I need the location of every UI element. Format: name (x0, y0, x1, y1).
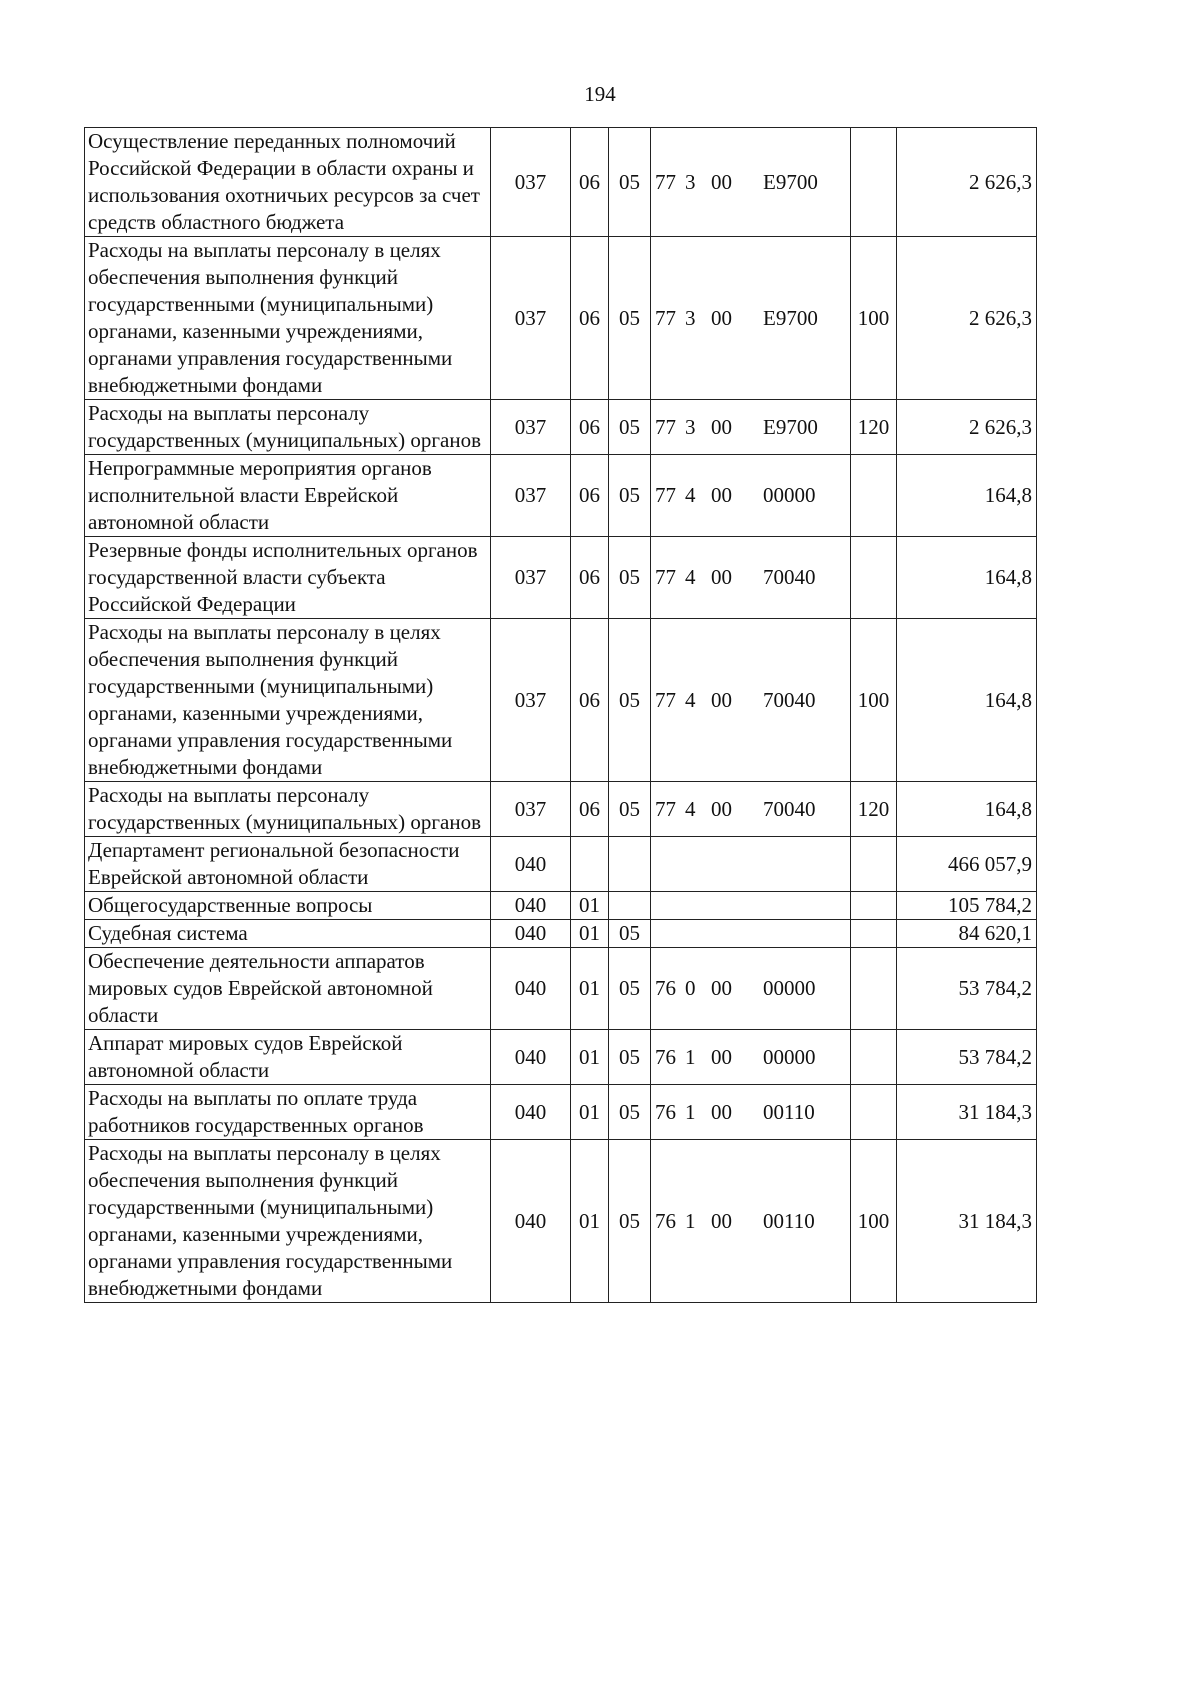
csr-part: 00 (711, 305, 732, 330)
row-sum: 31 184,3 (897, 1085, 1037, 1140)
row-pr-code: 05 (609, 455, 651, 537)
csr-part: 4 (685, 796, 696, 821)
row-name: Резервные фонды исполнительных органов государственной власти субъекта Российской Федерации (85, 537, 491, 619)
csr-part: Е9700 (763, 169, 818, 194)
row-vr-code: 120 (851, 400, 897, 455)
table-row (85, 455, 1037, 537)
row-vr-code (851, 920, 897, 948)
csr-part: 00110 (763, 1099, 815, 1124)
row-sum: 105 784,2 (897, 892, 1037, 920)
row-csr-code (651, 537, 851, 619)
row-vr-code: 120 (851, 782, 897, 837)
row-csr-code (651, 837, 851, 892)
row-gr-code: 040 (491, 920, 571, 948)
table-row (85, 128, 1037, 237)
csr-part: 77 (655, 169, 676, 194)
row-pr-code: 05 (609, 948, 651, 1030)
table-row (85, 782, 1037, 837)
row-csr-code (651, 782, 851, 837)
row-sum: 164,8 (897, 782, 1037, 837)
csr-part: 00000 (763, 483, 816, 507)
csr-part: 3 (685, 169, 696, 194)
row-rz-code: 06 (571, 619, 609, 782)
csr-part: 00 (711, 169, 732, 194)
row-vr-code (851, 1030, 897, 1085)
row-vr-code (851, 455, 897, 537)
row-gr-code: 040 (491, 837, 571, 892)
row-rz-code: 01 (571, 920, 609, 948)
csr-part: 4 (685, 687, 696, 712)
csr-part: 76 (655, 1044, 676, 1069)
csr-part: Е9700 (763, 414, 818, 439)
table-row (85, 619, 1037, 782)
row-csr-code (651, 892, 851, 920)
csr-part: 00000 (763, 976, 816, 1000)
row-name: Осуществление переданных полномочий Российской Федерации в области охраны и использования охотничьих ресурсов за счет средств областного бюджета (85, 128, 491, 237)
row-rz-code: 01 (571, 892, 609, 920)
row-gr-code: 037 (491, 237, 571, 400)
row-pr-code: 05 (609, 128, 651, 237)
table-row (85, 400, 1037, 455)
csr-part: 00 (711, 796, 732, 821)
csr-part: 00 (711, 483, 732, 507)
csr-part: 0 (685, 976, 696, 1000)
row-gr-code: 040 (491, 1140, 571, 1303)
row-gr-code: 040 (491, 948, 571, 1030)
row-name: Расходы на выплаты по оплате труда работников государственных органов (85, 1085, 491, 1140)
budget-table (84, 127, 1037, 1303)
row-gr-code: 040 (491, 1030, 571, 1085)
row-gr-code: 037 (491, 537, 571, 619)
row-csr-code (651, 1140, 851, 1303)
row-pr-code: 05 (609, 1140, 651, 1303)
row-csr-code (651, 1085, 851, 1140)
table-row (85, 537, 1037, 619)
row-name: Общегосударственные вопросы (85, 892, 491, 920)
row-name: Расходы на выплаты персоналу в целях обеспечения выполнения функций государственными (муниципальными) органами, казенными учреждениями, органами управления государственными внебюджетными фондами (85, 237, 491, 400)
csr-part: 70040 (763, 565, 816, 589)
row-rz-code: 01 (571, 1030, 609, 1085)
csr-part: 1 (685, 1099, 696, 1124)
row-rz-code: 06 (571, 237, 609, 400)
row-gr-code: 037 (491, 619, 571, 782)
row-name: Расходы на выплаты персоналу государственных (муниципальных) органов (85, 782, 491, 837)
budget-table-body (85, 128, 1037, 1303)
row-gr-code: 040 (491, 1085, 571, 1140)
row-name: Расходы на выплаты персоналу государственных (муниципальных) органов (85, 400, 491, 455)
csr-part: 76 (655, 1099, 676, 1124)
row-gr-code: 037 (491, 455, 571, 537)
table-row (85, 237, 1037, 400)
row-vr-code: 100 (851, 619, 897, 782)
row-vr-code (851, 537, 897, 619)
row-pr-code: 05 (609, 400, 651, 455)
csr-part: 00110 (763, 1208, 815, 1233)
row-name: Расходы на выплаты персоналу в целях обеспечения выполнения функций государственными (муниципальными) органами, казенными учреждениями, органами управления государственными внебюджетными фондами (85, 619, 491, 782)
row-gr-code: 037 (491, 400, 571, 455)
row-csr-code (651, 1030, 851, 1085)
row-sum: 84 620,1 (897, 920, 1037, 948)
csr-part: 1 (685, 1208, 696, 1233)
row-pr-code: 05 (609, 619, 651, 782)
row-sum: 53 784,2 (897, 1030, 1037, 1085)
row-name: Департамент региональной безопасности Еврейской автономной области (85, 837, 491, 892)
csr-part: 00000 (763, 1044, 816, 1069)
row-csr-code (651, 237, 851, 400)
csr-part: 00 (711, 565, 732, 589)
row-rz-code: 01 (571, 1085, 609, 1140)
table-row (85, 1085, 1037, 1140)
csr-part: Е9700 (763, 305, 818, 330)
row-rz-code: 06 (571, 782, 609, 837)
csr-part: 00 (711, 1208, 732, 1233)
row-rz-code: 06 (571, 455, 609, 537)
row-pr-code: 05 (609, 1085, 651, 1140)
row-pr-code: 05 (609, 782, 651, 837)
csr-part: 77 (655, 305, 676, 330)
row-csr-code (651, 128, 851, 237)
row-name: Судебная система (85, 920, 491, 948)
row-rz-code (571, 837, 609, 892)
csr-part: 77 (655, 483, 676, 507)
csr-part: 00 (711, 414, 732, 439)
row-rz-code: 06 (571, 537, 609, 619)
row-name: Непрограммные мероприятия органов исполнительной власти Еврейской автономной области (85, 455, 491, 537)
row-csr-code (651, 400, 851, 455)
row-vr-code: 100 (851, 1140, 897, 1303)
csr-part: 77 (655, 414, 676, 439)
row-rz-code: 01 (571, 1140, 609, 1303)
csr-part: 1 (685, 1044, 696, 1069)
row-sum: 164,8 (897, 619, 1037, 782)
row-csr-code (651, 619, 851, 782)
row-gr-code: 037 (491, 782, 571, 837)
row-vr-code (851, 837, 897, 892)
row-gr-code: 040 (491, 892, 571, 920)
csr-part: 00 (711, 1099, 732, 1124)
table-row (85, 948, 1037, 1030)
page-number: 194 (584, 82, 616, 106)
row-pr-code: 05 (609, 920, 651, 948)
csr-part: 00 (711, 1044, 732, 1069)
csr-part: 4 (685, 483, 696, 507)
row-csr-code (651, 948, 851, 1030)
csr-part: 76 (655, 1208, 676, 1233)
row-vr-code (851, 948, 897, 1030)
csr-part: 76 (655, 976, 676, 1000)
row-name: Расходы на выплаты персоналу в целях обеспечения выполнения функций государственными (муниципальными) органами, казенными учреждениями, органами управления государственными внебюджетными фондами (85, 1140, 491, 1303)
row-csr-code (651, 455, 851, 537)
row-sum: 164,8 (897, 455, 1037, 537)
row-sum: 466 057,9 (897, 837, 1037, 892)
csr-part: 3 (685, 305, 696, 330)
row-vr-code (851, 1085, 897, 1140)
table-row (85, 1140, 1037, 1303)
table-row (85, 1030, 1037, 1085)
csr-part: 3 (685, 414, 696, 439)
row-pr-code (609, 837, 651, 892)
csr-part: 00 (711, 687, 732, 712)
row-csr-code (651, 920, 851, 948)
csr-part: 4 (685, 565, 696, 589)
row-pr-code: 05 (609, 537, 651, 619)
row-sum: 2 626,3 (897, 237, 1037, 400)
csr-part: 70040 (763, 796, 816, 821)
row-sum: 164,8 (897, 537, 1037, 619)
row-vr-code (851, 892, 897, 920)
table-row (85, 892, 1037, 920)
row-sum: 2 626,3 (897, 128, 1037, 237)
row-pr-code: 05 (609, 237, 651, 400)
row-vr-code (851, 128, 897, 237)
csr-part: 70040 (763, 687, 816, 712)
row-sum: 53 784,2 (897, 948, 1037, 1030)
row-gr-code: 037 (491, 128, 571, 237)
csr-part: 77 (655, 687, 676, 712)
csr-part: 00 (711, 976, 732, 1000)
row-rz-code: 01 (571, 948, 609, 1030)
row-name: Аппарат мировых судов Еврейской автономной области (85, 1030, 491, 1085)
row-sum: 31 184,3 (897, 1140, 1037, 1303)
row-vr-code: 100 (851, 237, 897, 400)
csr-part: 77 (655, 796, 676, 821)
row-sum: 2 626,3 (897, 400, 1037, 455)
table-row (85, 837, 1037, 892)
table-row (85, 920, 1037, 948)
row-rz-code: 06 (571, 128, 609, 237)
row-rz-code: 06 (571, 400, 609, 455)
row-pr-code: 05 (609, 1030, 651, 1085)
row-pr-code (609, 892, 651, 920)
row-name: Обеспечение деятельности аппаратов мировых судов Еврейской автономной области (85, 948, 491, 1030)
csr-part: 77 (655, 565, 676, 589)
